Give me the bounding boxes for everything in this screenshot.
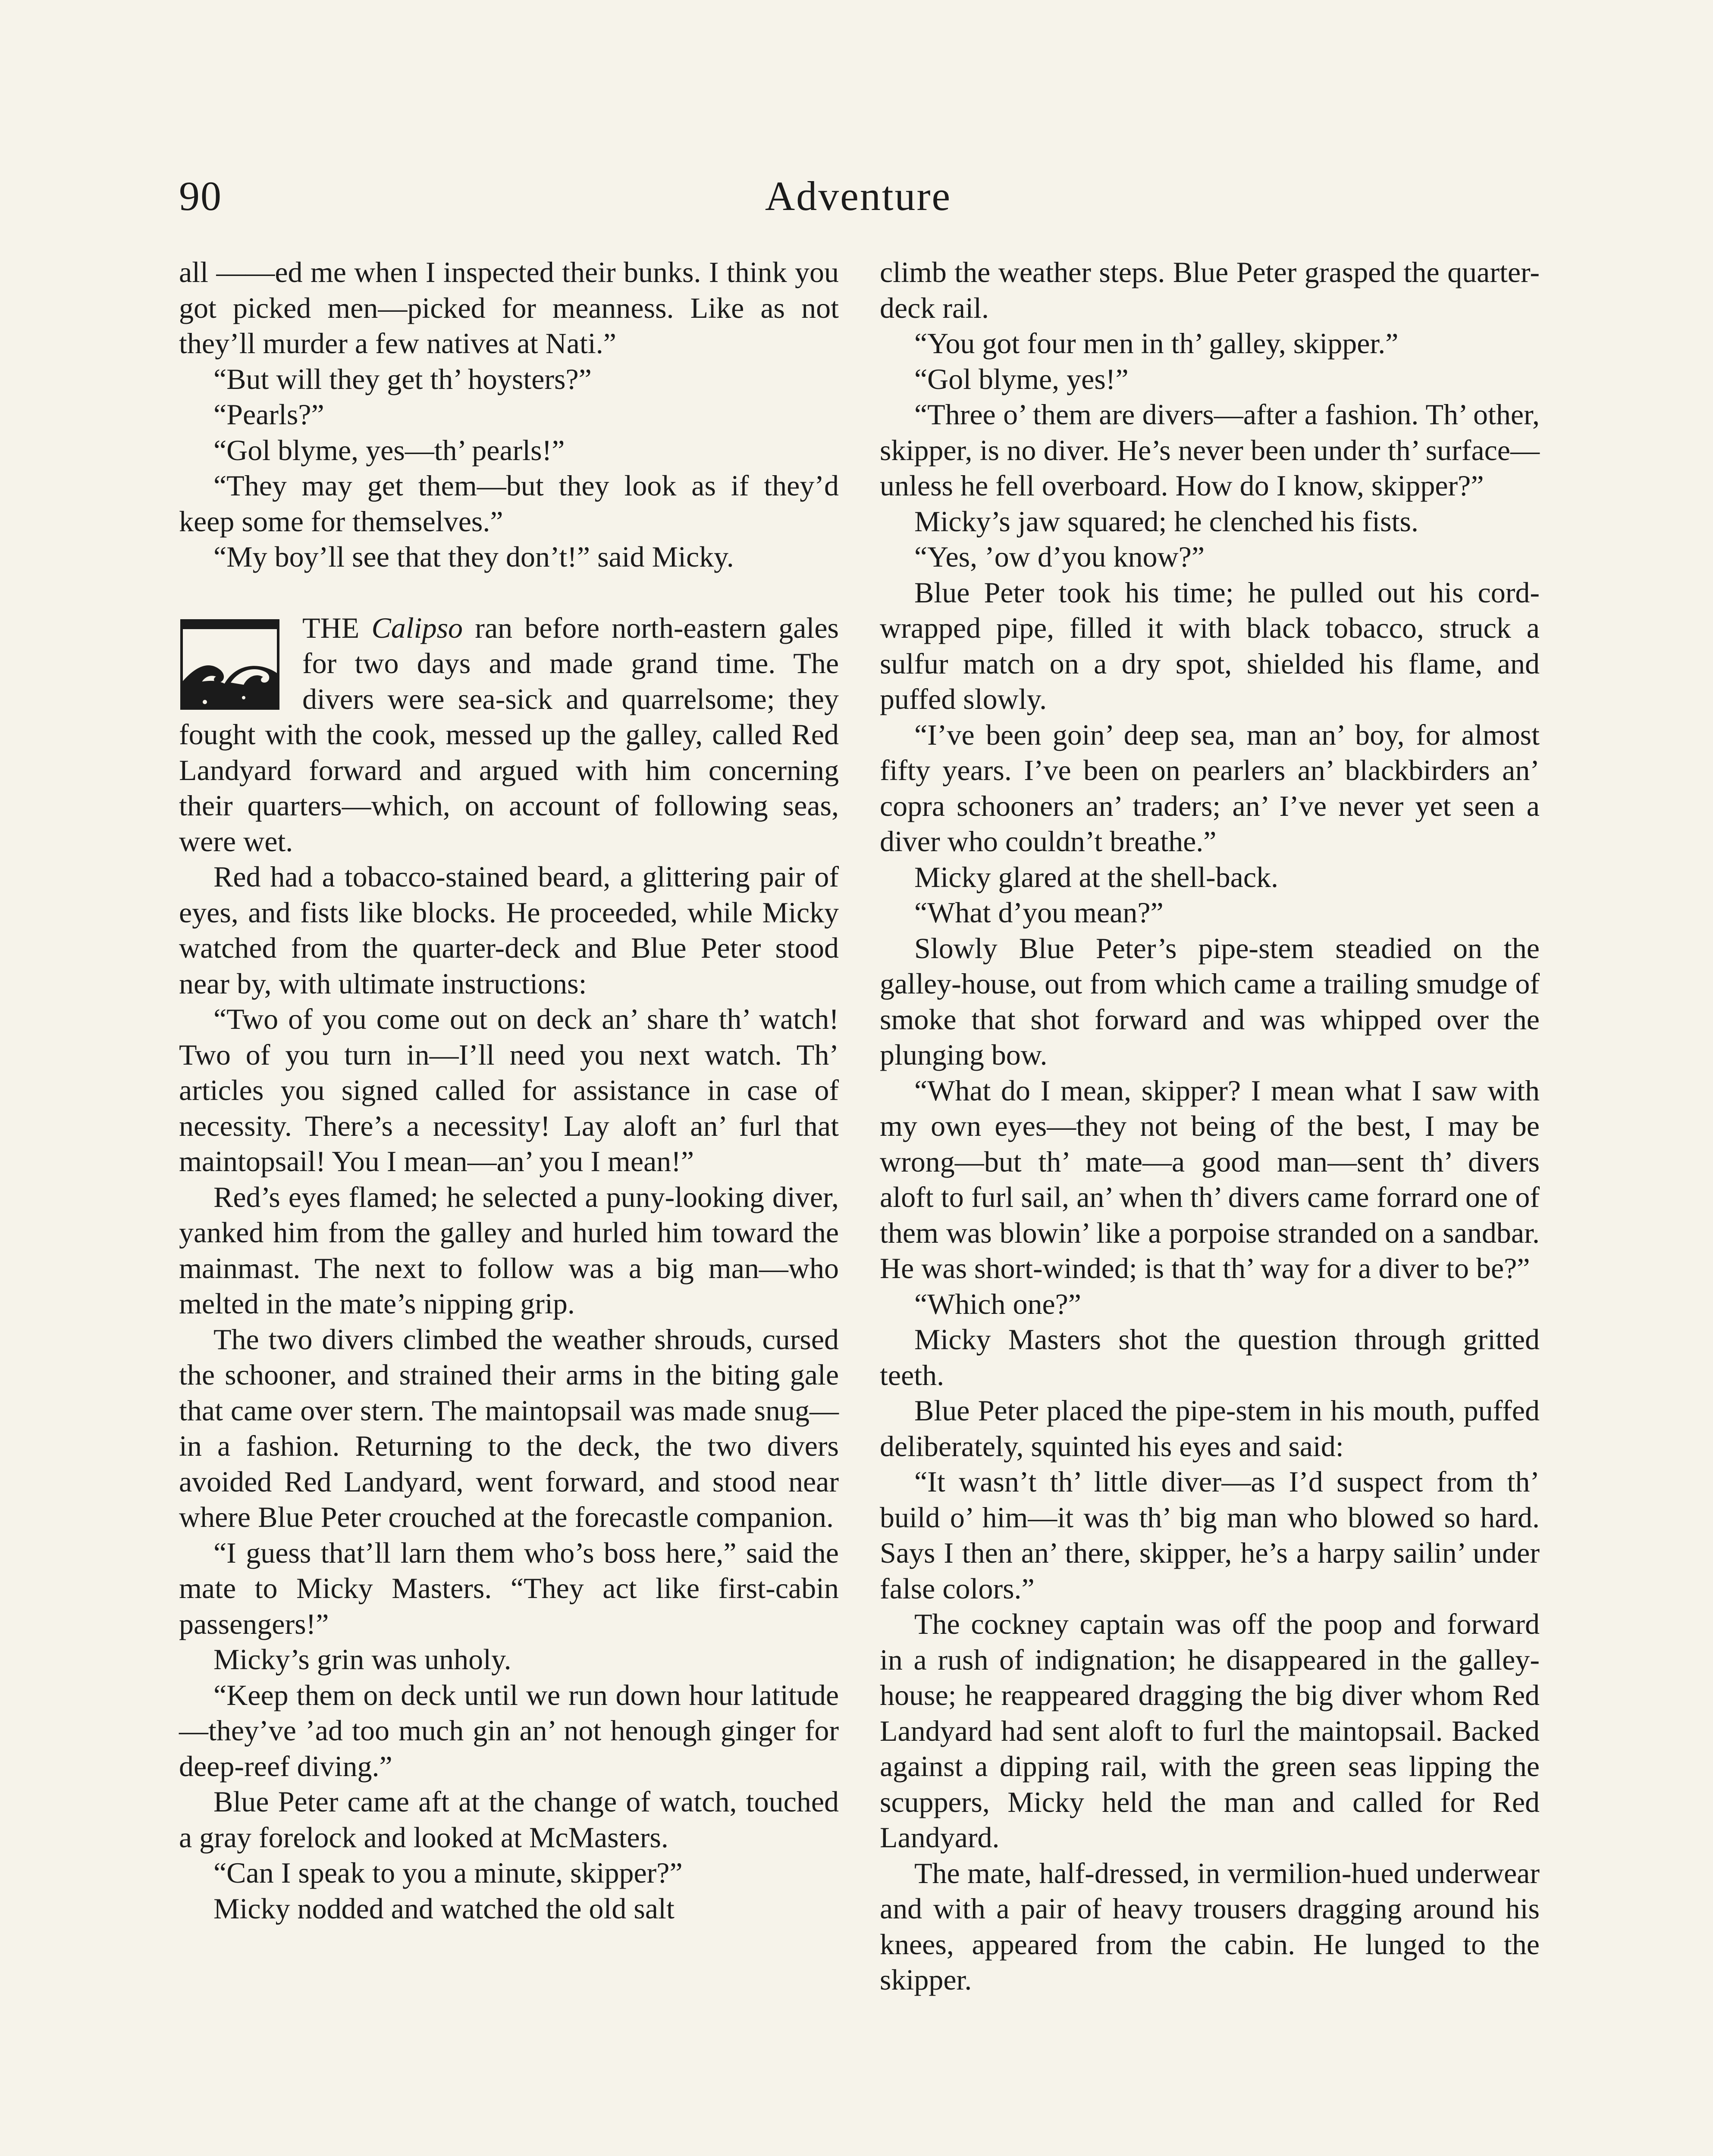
paragraph: “Gol blyme, yes—th’ pearls!” — [213, 433, 565, 467]
paragraph: Red’s eyes flamed; he selected a puny-looking diver, yanked him from the galley and hurled him toward the mainmast. The next to follow was a big man—who melted in the mate’s nipping grip. — [179, 1180, 839, 1320]
paragraph: “It wasn’t th’ little diver—as I’d suspect from th’ build o’ him—it was th’ big man who blowed so hard. Says I then an’ there, skipper, he’s a harpy sailin’ under false colors.” — [880, 1465, 1540, 1605]
paragraph: Micky glared at the shell-back. — [914, 860, 1279, 893]
paragraph: “Yes, ’ow d’you know?” — [914, 540, 1205, 573]
paragraph: Micky’s grin was unholy. — [213, 1643, 511, 1676]
paragraph: “Three o’ them are divers—after a fashion. Th’ other, skipper, is no diver. He’s never been under th’ surface—unless he fell overboard. How do I know, skipper?” — [880, 398, 1540, 502]
paragraph: climb the weather steps. Blue Peter grasped the quarter-deck rail. — [880, 256, 1540, 324]
paragraph: “But will they get th’ hoysters?” — [213, 362, 592, 395]
paragraph: Micky’s jaw squared; he clenched his fists. — [914, 505, 1418, 538]
paragraph: “What do I mean, skipper? I mean what I saw with my own eyes—they not being of the best, I may be wrong—but th’ mate—a good man—sent th’ divers aloft to furl sail, an’ when th’ divers came forrard one of them was blowin’ like a porpoise stranded on a sandbar. He was short-winded; is that th’ way for a diver to be?” — [880, 1074, 1540, 1285]
section-lead: THE — [302, 611, 372, 644]
right-column — [880, 254, 1540, 1998]
paragraph: “Keep them on deck until we run down hour latitude—they’ve ’ad too much gin an’ not henough ginger for deep-reef diving.” — [179, 1678, 839, 1783]
paragraph: Blue Peter came aft at the change of watch, touched a gray forelock and looked at McMasters. — [179, 1785, 839, 1854]
page-header — [179, 164, 1537, 229]
paragraph: all ——ed me when I inspected their bunks. I think you got picked men—picked for meanness. Like as not they’ll murder a few natives at Nati.” — [179, 256, 839, 360]
paragraph: “Two of you come out on deck an’ share th’ watch! Two of you turn in—I’ll need you next watch. Th’ articles you signed called for assistance in case of necessity. There’s a necessity! Lay aloft an’ furl that maintopsail! You I mean—an’ you I mean!” — [179, 1003, 839, 1178]
ship-name: Calipso — [371, 611, 463, 644]
paragraph: Red had a tobacco-stained beard, a glittering pair of eyes, and fists like blocks. He proceeded, while Micky watched from the quarter-deck and Blue Peter stood near by, with ultimate instructions: — [179, 860, 839, 1000]
paragraph: The cockney captain was off the poop and forward in a rush of indignation; he disappeared in the galley-house; he reappeared dragging the big diver whom Red Landyard had sent aloft to furl the maintopsail. Backed against a dipping rail, with the green seas lipping the scuppers, Micky held the man and called for Red Landyard. — [880, 1608, 1540, 1854]
paragraph: The mate, half-dressed, in vermilion-hued underwear and with a pair of heavy trousers dragging around his knees, appeared from the cabin. He lunged to the skipper. — [880, 1856, 1540, 1996]
section-rest: ran before north-eastern gales for two days and made grand time. The divers were sea-sick and quarrelsome; they fought with the cook, messed up the galley, called Red Landyard forward and argued with him concerning their quarters—which, on account of following seas, were wet. — [179, 611, 839, 858]
paragraph: “Can I speak to you a minute, skipper?” — [213, 1856, 683, 1889]
paragraph: Micky Masters shot the question through gritted teeth. — [880, 1323, 1540, 1391]
paragraph: Blue Peter placed the pipe-stem in his mouth, puffed deliberately, squinted his eyes and said: — [880, 1394, 1540, 1463]
paragraph: “I guess that’ll larn them who’s boss here,” said the mate to Micky Masters. “They act like first-cabin passengers!” — [179, 1536, 839, 1640]
paragraph: “I’ve been goin’ deep sea, man an’ boy, for almost fifty years. I’ve been on pearlers an’ blackbirders an’ copra schooners an’ traders; an’ I’ve never yet seen a diver who couldn’t breathe.” — [880, 718, 1540, 858]
paragraph: “Gol blyme, yes!” — [914, 362, 1129, 395]
paragraph: “Pearls?” — [213, 398, 324, 431]
running-head-title: Adventure — [765, 173, 952, 219]
paragraph: “What d’you mean?” — [914, 896, 1164, 929]
paragraph: Blue Peter took his time; he pulled out his cord-wrapped pipe, filled it with black tobacco, struck a sulfur match on a dry spot, shielded his flame, and puffed slowly. — [880, 576, 1540, 715]
wave-ornament-icon — [179, 618, 281, 711]
paragraph: “You got four men in th’ galley, skipper.” — [914, 327, 1399, 360]
left-column — [179, 254, 839, 1926]
page-number: 90 — [179, 173, 222, 219]
paragraph: The two divers climbed the weather shrouds, cursed the schooner, and strained their arms in the biting gale that came over stern. The maintopsail was made snug—in a fashion. Returning to the deck, the two divers avoided Red Landyard, went forward, and stood near where Blue Peter crouched at the forecastle companion. — [179, 1322, 839, 1533]
paragraph: “They may get them—but they look as if they’d keep some for themselves.” — [179, 469, 839, 538]
paragraph: “My boy’ll see that they don’t!” said Micky. — [213, 540, 734, 573]
section-opening-paragraph — [179, 610, 839, 859]
paragraph: Micky nodded and watched the old salt — [213, 1892, 675, 1925]
paragraph: “Which one?” — [914, 1287, 1081, 1320]
paragraph: Slowly Blue Peter’s pipe-stem steadied on the galley-house, out from which came a trailing smudge of smoke that shot forward and was whipped over the plunging bow. — [880, 931, 1540, 1071]
